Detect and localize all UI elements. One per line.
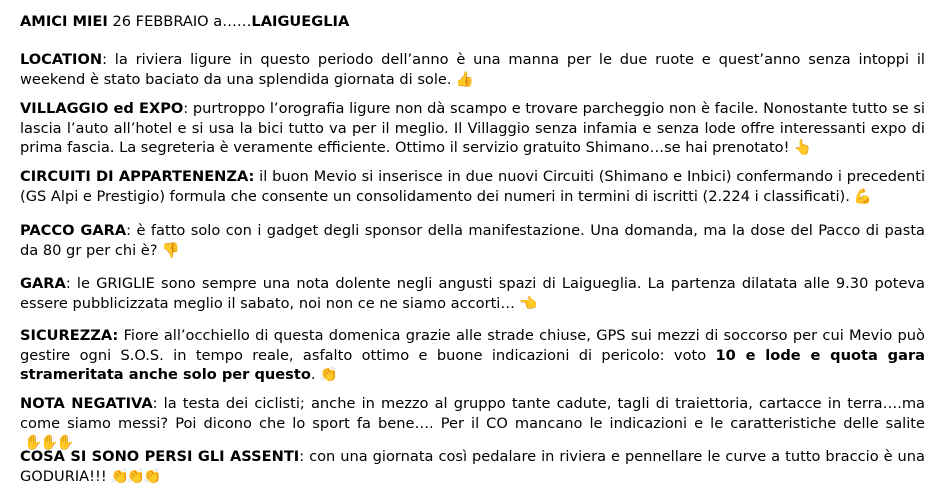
section-pacco-gara xyxy=(20,221,925,260)
title-bold-1: AMICI MIEI xyxy=(20,13,108,30)
section-text: : la riviera ligure in questo periodo dell’anno è una manna per le due ruote e quest’anno senza intoppi il weekend è stato baciato da una splendida giornata di sole. xyxy=(20,51,925,88)
article-title xyxy=(20,12,925,32)
section-text: : con una giornata così pedalare in riviera e pennellare le curve a tutto braccio è una GODURIA!!! xyxy=(20,448,925,485)
title-date: 26 FEBBRAIO a…… xyxy=(107,13,252,30)
section-nota-negativa xyxy=(20,394,925,453)
section-circuiti xyxy=(20,167,925,206)
section-text: : la testa dei ciclisti; anche in mezzo al gruppo tante cadute, tagli di traiettoria, cartacce in terra….ma come siamo messi? Poi dicono che lo sport fa bene…. Per il CO mancano le indicazioni e le caratteristiche delle salite xyxy=(20,395,925,432)
section-text: Fiore all’occhiello di questa domenica grazie alle strade chiuse, GPS sui mezzi di soccorso per cui Mevio può gestire ogni S.O.S. in tempo reale, asfalto ottimo e buone indicazioni di pericolo: voto xyxy=(20,327,925,364)
section-text: : è fatto solo con i gadget degli sponsor della manifestazione. Una domanda, ma la dose del Pacco di pasta da 80 gr per chi è? xyxy=(20,222,925,259)
pointing-left-icon: 👈 xyxy=(518,294,538,312)
section-assenti xyxy=(20,447,925,486)
section-villaggio-expo xyxy=(20,99,925,158)
title-place: LAIGUEGLIA xyxy=(251,13,350,30)
section-sicurezza xyxy=(20,326,925,385)
section-gara xyxy=(20,274,925,313)
section-label: PACCO GARA xyxy=(20,222,127,239)
section-label: NOTA NEGATIVA xyxy=(20,395,153,412)
section-location xyxy=(20,50,925,89)
flexed-biceps-icon: 💪 xyxy=(853,187,873,205)
section-bold-tail: 10 e lode e quota gara strameritata anche solo per questo xyxy=(20,346,925,383)
section-label: COSA SI SONO PERSI GLI ASSENTI xyxy=(20,448,300,465)
section-text: : purtroppo l’orografia ligure non dà scampo e trovare parcheggio non è facile. Nonostante tutto se si lascia l’auto all’hotel e si usa la bici tutto va per il meglio. Il Villaggio senza infamia e senza lode offre interessanti expo di prima fascia. La segreteria è veramente efficiente. Ottimo il servizio gratuito Shimano…se hai prenotato! xyxy=(20,100,925,156)
section-label: LOCATION xyxy=(20,51,103,68)
clapping-hands-icon: 👏 xyxy=(319,366,338,383)
section-tail: . xyxy=(310,366,316,383)
section-text: : le GRIGLIE sono sempre una nota dolente negli angusti spazi di Laigueglia. La partenza dilatata alle 9.30 poteva essere pubblicizzata meglio il sabato, noi non ce ne siamo accorti… xyxy=(20,275,925,312)
section-label: GARA xyxy=(20,275,66,292)
section-text: il buon Mevio si inserisce in due nuovi Circuiti (Shimano e Inbici) confermando i precedenti (GS Alpi e Prestigio) formula che consente un consolidamento dei numeri in termini di iscritti (2.224 i classificati). xyxy=(20,168,925,205)
clapping-hands-icon: 👏👏👏 xyxy=(110,467,160,485)
section-label: CIRCUITI DI APPARTENENZA: xyxy=(20,168,255,185)
section-label: VILLAGGIO ed EXPO xyxy=(20,100,184,117)
section-label: SICUREZZA: xyxy=(20,327,119,344)
pointing-up-icon: 👆 xyxy=(793,139,812,156)
raised-hands-icon: ✋✋✋ xyxy=(24,434,73,451)
thumbs-down-icon: 👎 xyxy=(161,241,180,259)
thumbs-up-icon: 👍 xyxy=(455,70,474,88)
